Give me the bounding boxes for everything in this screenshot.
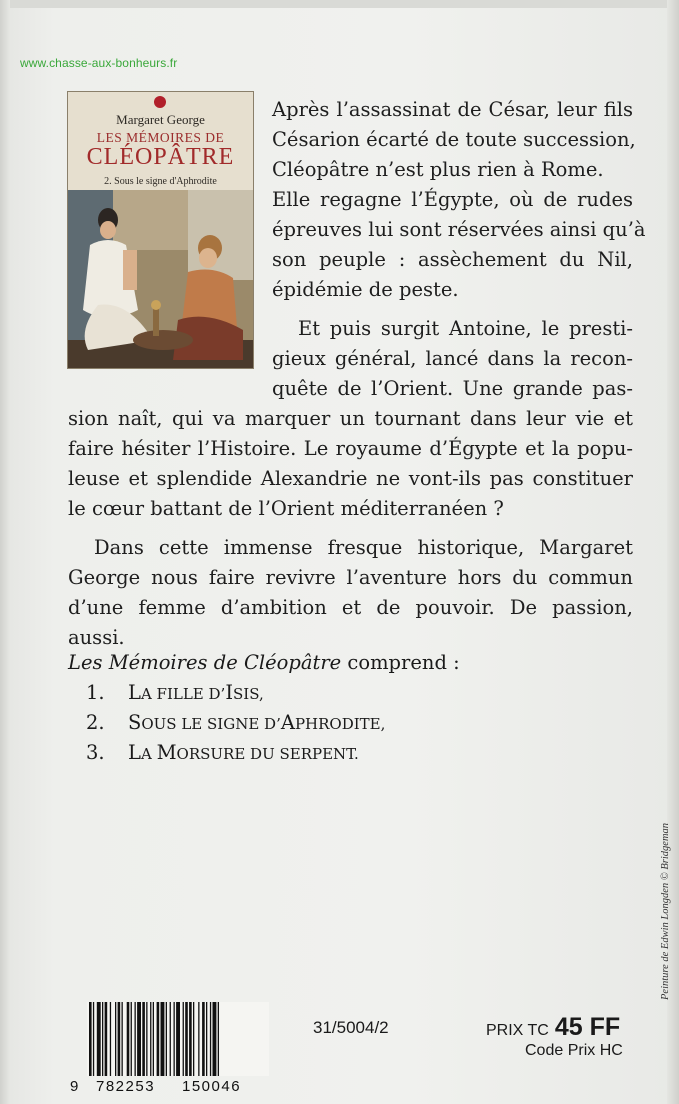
paragraph3-line4: aussi. — [68, 626, 125, 649]
barcode-bar — [189, 1002, 192, 1076]
paragraph2-line6: leuse et splendide Alexandrie ne vont-ils pas constituer — [68, 467, 633, 490]
cover-title: CLÉOPÂTRE — [86, 144, 235, 170]
barcode-bar — [176, 1002, 180, 1076]
paragraph2-line4: sion naît, qui va marquer un tournant dans leur vie et — [68, 407, 633, 430]
list-item-text: I — [225, 681, 234, 704]
cover-subtitle: 2. Sous le signe d'Aphrodite — [104, 176, 217, 187]
barcode-bar — [166, 1002, 167, 1076]
barcode-bar — [127, 1002, 130, 1076]
list-item-number: 3. — [86, 741, 105, 764]
list-item-text: A FILLE D’ — [140, 685, 226, 703]
cover-painting-icon — [68, 190, 253, 368]
price-value: 45 FF — [554, 1013, 621, 1041]
paragraph1-line3: Cléopâtre n’est plus rien à Rome. — [272, 158, 604, 181]
barcode-bar — [122, 1002, 123, 1076]
barcode-bar — [135, 1002, 136, 1076]
cover-author: Margaret George — [116, 112, 205, 127]
paragraph3-line1: Dans cette immense fresque historique, Margaret — [94, 536, 633, 559]
barcode-bar — [202, 1002, 205, 1076]
watermark-text: www.chasse-aux-bonheurs.fr — [20, 56, 178, 70]
barcode-bar — [198, 1002, 199, 1076]
list-item-text: A — [140, 745, 157, 763]
list-item-number: 2. — [86, 711, 105, 734]
code-prix: Code Prix HC — [525, 1042, 623, 1059]
barcode-bar — [102, 1002, 103, 1076]
list-item-text: PHRODITE, — [294, 715, 386, 733]
barcode-bar — [174, 1002, 175, 1076]
barcode-bar — [115, 1002, 116, 1076]
paragraph2-line3: quête de l’Orient. Une grande pas- — [272, 377, 633, 400]
barcode-bar — [206, 1002, 207, 1076]
series-title-italic: Les Mémoires de Cléopâtre — [68, 651, 342, 674]
barcode-bar — [89, 1002, 92, 1076]
barcode-bar — [193, 1002, 194, 1076]
list-item-text: OUS LE SIGNE D’ — [141, 715, 281, 733]
paragraph1-line4: Elle regagne l’Égypte, où de rudes — [272, 188, 633, 211]
barcode-bar — [93, 1002, 94, 1076]
barcode-bar — [142, 1002, 145, 1076]
barcode-bar — [137, 1002, 141, 1076]
barcode-digits-group1: 782253 — [96, 1078, 156, 1095]
paragraph2-line2: gieux général, lancé dans la recon- — [272, 347, 633, 370]
barcode-bar — [153, 1002, 154, 1076]
barcode-digit-lead: 9 — [70, 1078, 80, 1095]
list-item-text: ORSURE DU SERPENT. — [176, 745, 359, 763]
series-title-rest: comprend : — [341, 651, 460, 674]
paragraph2-line1: Et puis surgit Antoine, le presti- — [298, 317, 633, 340]
barcode-bar — [150, 1002, 151, 1076]
barcode-bar — [170, 1002, 171, 1076]
paragraph2-line7: le cœur battant de l’Orient méditerranéen ? — [68, 497, 504, 520]
paragraph1-line6: son peuple : assèchement du Nil, — [272, 248, 633, 271]
list-item-text: L — [128, 681, 141, 704]
barcode-bar — [105, 1002, 108, 1076]
barcode-bar — [97, 1002, 101, 1076]
paragraph1-line2: Césarion écarté de toute succession, — [272, 128, 636, 151]
barcode-bar — [157, 1002, 160, 1076]
price — [486, 1013, 620, 1042]
painting-credit: Peinture de Edwin Longden © Bridgeman — [660, 822, 671, 1000]
left-edge — [0, 0, 10, 1104]
barcode-bar — [185, 1002, 188, 1076]
barcode-bar — [161, 1002, 165, 1076]
barcode-digits-group2: 150046 — [182, 1078, 242, 1095]
paragraph1-line7: épidémie de peste. — [272, 278, 459, 301]
paragraph1-line1: Après l’assassinat de César, leur fils — [272, 98, 633, 121]
barcode-bar — [110, 1002, 111, 1076]
list-item — [86, 681, 264, 704]
paragraph3-line2: George nous faire revivre l’aventure hors du commun — [68, 566, 633, 589]
list-item-text: A — [280, 711, 295, 734]
top-edge — [0, 0, 679, 8]
barcode-bar — [213, 1002, 217, 1076]
barcode — [87, 1002, 269, 1076]
list-item — [86, 741, 359, 764]
barcode-bar — [183, 1002, 184, 1076]
barcode-bar — [146, 1002, 147, 1076]
price-label: PRIX TC — [486, 1022, 549, 1039]
list-item-text: SIS, — [233, 685, 264, 703]
publisher-logo-icon — [154, 96, 166, 108]
barcode-bars-icon — [87, 1002, 269, 1076]
barcode-bar — [131, 1002, 132, 1076]
list-item-text: M — [156, 741, 177, 764]
paragraph1-line5: épreuves lui sont réservées ainsi qu’à — [272, 218, 646, 241]
barcode-bar — [218, 1002, 219, 1076]
list-item — [86, 711, 385, 734]
cover-thumbnail — [68, 92, 253, 368]
series-list-title — [68, 651, 460, 674]
reference-number: 31/5004/2 — [313, 1018, 389, 1037]
barcode-bar — [118, 1002, 121, 1076]
list-item-number: 1. — [86, 681, 105, 704]
barcode-bar — [210, 1002, 211, 1076]
list-item-text: L — [128, 741, 141, 764]
paragraph2-line5: faire hésiter l’Histoire. Le royaume d’Égypte et la popu- — [68, 437, 633, 460]
list-item-text: S — [128, 711, 142, 734]
cover-series: LES MÉMOIRES DE — [96, 130, 225, 145]
paragraph3-line3: d’une femme d’ambition et de pouvoir. De passion, — [68, 596, 633, 619]
